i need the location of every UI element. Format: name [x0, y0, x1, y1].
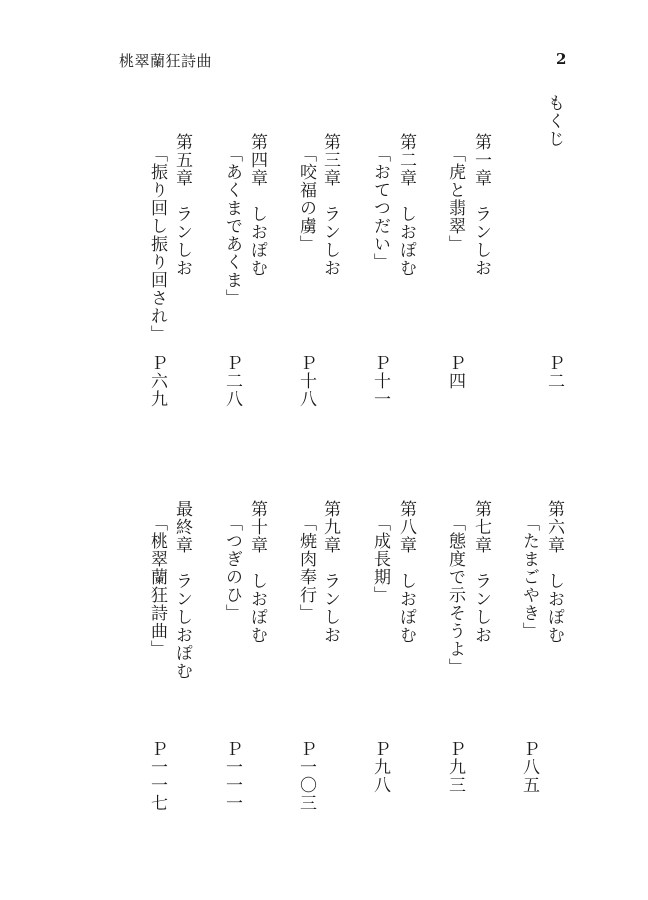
- toc-entry-3-page[interactable]: Ｐ十八: [296, 354, 316, 408]
- toc-entry-7-subtitle[interactable]: 「態度で示そうよ」: [445, 514, 465, 676]
- toc-entry-2-subtitle[interactable]: 「おてつだい」: [370, 145, 390, 271]
- toc-entry-4-page[interactable]: Ｐ二八: [222, 354, 242, 408]
- toc-entry-7-title[interactable]: 第七章 ランしお: [471, 500, 491, 644]
- toc-entry-4-subtitle[interactable]: 「あくまであくま」: [222, 145, 242, 307]
- toc-entry-9-subtitle[interactable]: 「焼肉奉行」: [296, 514, 316, 622]
- toc-entry-10-subtitle[interactable]: 「つぎのひ」: [222, 514, 242, 622]
- toc-entry-10-page[interactable]: Ｐ一一一: [222, 740, 242, 812]
- toc-entry-9-page[interactable]: Ｐ一〇三: [296, 740, 316, 812]
- toc-entry-3-title[interactable]: 第三章 ランしお: [320, 133, 340, 277]
- toc-heading-page: Ｐ二: [544, 354, 564, 390]
- toc-entry-1-subtitle[interactable]: 「虎と翡翠」: [445, 145, 465, 253]
- toc-entry-3-subtitle[interactable]: 「咬福の虜」: [296, 145, 316, 253]
- toc-entry-6-title[interactable]: 第六章 しおぽむ: [544, 500, 564, 644]
- page-number: 2: [556, 50, 567, 68]
- toc-entry-4-title[interactable]: 第四章 しおぽむ: [247, 133, 267, 277]
- toc-entry-11-page[interactable]: Ｐ一一七: [147, 740, 167, 812]
- toc-entry-2-page[interactable]: Ｐ十一: [370, 354, 390, 408]
- toc-entry-11-subtitle[interactable]: 「桃翠蘭狂詩曲」: [147, 514, 167, 658]
- running-head-title: 桃翠蘭狂詩曲: [119, 52, 213, 70]
- toc-entry-10-title[interactable]: 第十章 しおぽむ: [247, 500, 267, 644]
- toc-entry-8-title[interactable]: 第八章 しおぽむ: [396, 500, 416, 644]
- toc-entry-11-title[interactable]: 最終章 ランしおぽむ: [172, 500, 192, 680]
- toc-entry-5-title[interactable]: 第五章 ランしお: [172, 133, 192, 277]
- toc-entry-9-title[interactable]: 第九章 ランしお: [320, 500, 340, 644]
- toc-entry-6-page[interactable]: Ｐ八五: [519, 740, 539, 794]
- toc-heading: もくじ: [544, 94, 564, 148]
- toc-entry-8-subtitle[interactable]: 「成長期」: [370, 514, 390, 604]
- toc-entry-8-page[interactable]: Ｐ九八: [370, 740, 390, 794]
- toc-entry-7-page[interactable]: Ｐ九三: [445, 740, 465, 794]
- toc-entry-6-subtitle[interactable]: 「たまごやき」: [519, 514, 539, 640]
- toc-entry-5-page[interactable]: Ｐ六九: [147, 354, 167, 408]
- toc-entry-2-title[interactable]: 第二章 しおぽむ: [396, 133, 416, 277]
- toc-entry-1-page[interactable]: Ｐ四: [445, 354, 465, 390]
- toc-entry-1-title[interactable]: 第一章 ランしお: [471, 133, 491, 277]
- toc-entry-5-subtitle[interactable]: 「振り回し振り回され」: [147, 145, 167, 343]
